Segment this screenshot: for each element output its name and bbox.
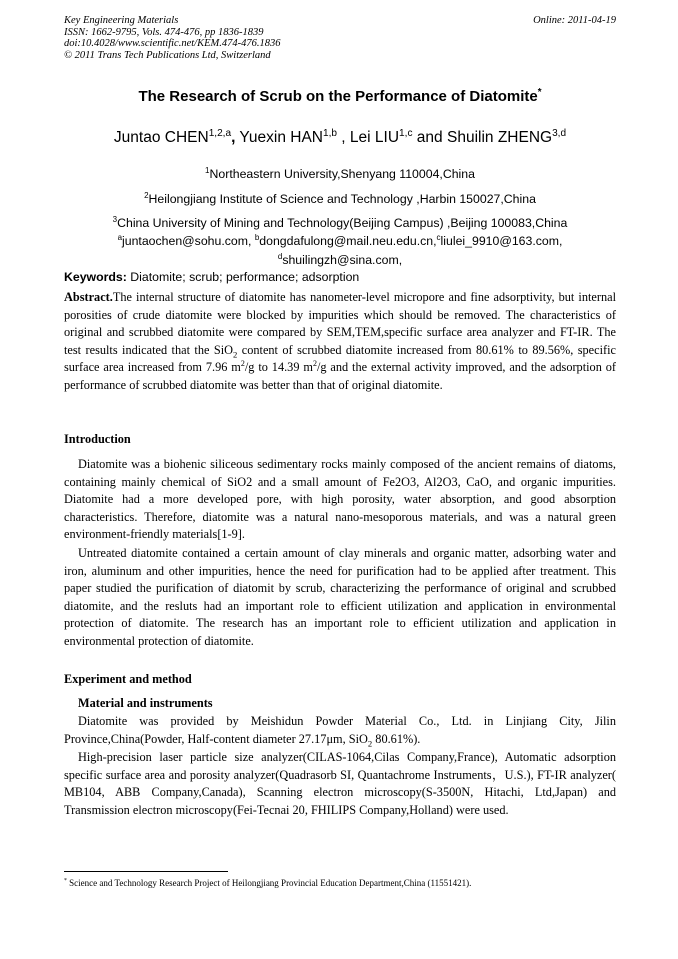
abstract-text: The internal structure of diatomite has nanometer-level micropore and fine adsorptivity, but internal porosities of crude diatomite were blocked by impurities which should be removed. The characteristics of original and scrubbed diatomite were compared by SEM,TEM,specific surface area analyzer and FT-IR. The test results indicated that the SiO [64, 290, 616, 357]
abstract-text: /g and the external activity improved, and the adsorption of performance of scrubbed diatomite was better than that of original diatomite. [64, 360, 616, 392]
author-name: Juntao CHEN [113, 129, 209, 146]
email-address: shuilingzh@sina.com [282, 253, 399, 267]
superscript: 2 [312, 359, 317, 369]
author-separator: , [231, 129, 236, 146]
abstract-label: Abstract. [64, 290, 113, 304]
affiliation-mark: 2 [144, 190, 149, 200]
materials-paragraph-1 [64, 713, 616, 748]
title-footnote-mark: * [537, 87, 542, 98]
email-address: juntaochen@sohu.com [122, 234, 248, 248]
affiliation-3 [64, 216, 616, 230]
email-mark: b [254, 232, 260, 242]
author-conjunction: and [416, 129, 443, 146]
email-address: dongdafulong@mail.neu.edu.cn [259, 234, 434, 248]
abstract-text: /g to 14.39 m [244, 360, 313, 375]
email-separator: , [433, 234, 437, 248]
affiliation-mark: 3 [112, 214, 118, 224]
section-heading-introduction: Introduction [64, 432, 131, 446]
materials-text: 80.61%). [372, 731, 421, 746]
author-name: Lei LIU [349, 129, 400, 146]
superscript: 2 [240, 359, 245, 369]
materials-text: Diatomite was provided by Meishidun Powder Material Co., Ltd. in Linjiang City, Jilin Province,China(Powder, Half-content diameter 27.17μm, SiO [64, 714, 616, 746]
email-mark: d [277, 251, 283, 261]
keywords-label: Keywords: [64, 270, 127, 284]
affiliation-text: Heilongjiang Institute of Science and Technology ,Harbin 150027,China [148, 192, 536, 206]
author-list: Juntao CHEN$^{1,2,a}$, Yuexin HAN$^{1,b}$ , Lei LIU$^{1,c}$ and Shuilin ZHENG$^{3,d}$ [113, 127, 567, 146]
subscript: 2 [367, 738, 373, 749]
affiliation-2 [64, 192, 616, 206]
intro-paragraph-2: Untreated diatomite contained a certain amount of clay minerals and organic matter, adsorbing water and iron, aluminum and other impurities, hence the need for purification had to be applied after treatment. This paper studied the purification of diatomit by scrub, characterizing the performance of original and scrubbed diatomite, and the resluts had an important role to efficient utilization and application in environmental protection of diatomite. The research has an important role to efficient utilization and application in environmental protection of diatomite. [64, 546, 616, 648]
author-affiliation-mark: 1,b [323, 127, 337, 139]
keywords-text: Diatomite; scrub; performance; adsorption [130, 270, 360, 284]
author-affiliation-mark: 3,d [552, 127, 567, 139]
section-heading-experiment: Experiment and method [64, 672, 192, 686]
footnote [64, 878, 616, 888]
footnote-divider [64, 871, 228, 872]
email-separator: , [247, 234, 255, 248]
subsection-heading-materials: Material and instruments [78, 696, 213, 710]
affiliation-text: China University of Mining and Technology(Beijing Campus) ,Beijing 100083,China [117, 216, 568, 230]
abstract-text: content of scrubbed diatomite increased from 80.61% to 89.56%, specific surface area increased from 7.96 m [64, 342, 616, 375]
doi-line: doi:10.4028/www.scientific.net/KEM.474-476.1836 [64, 38, 281, 50]
copyright-line: © 2011 Trans Tech Publications Ltd, Switzerland [64, 49, 271, 61]
affiliation-mark: 1 [205, 165, 210, 175]
email-line-2 [64, 253, 616, 267]
author-name: Yuexin HAN [239, 129, 323, 146]
keywords [64, 270, 616, 284]
affiliation-text: Northeastern University,Shenyang 110004,China [209, 167, 475, 181]
materials-paragraph-2: High-precision laser particle size analyzer(CILAS-1064,Cilas Company,France), Automatic adsorption specific surface area and porosity analyzer(Quadrasorb SI, Quantachrome Instruments，U.S.), FT-IR analyzer( MB104, ABB Company,Canada), Scanning electron microscopy(S-3500N, Hitachi, Ltd,Japan) and Transmission electron microscopy(Fei-Tecnai 20, FHILIPS Company,Holland) were used. [64, 750, 616, 817]
author-affiliation-mark: 1,c [399, 127, 413, 139]
footnote-mark: * [64, 878, 67, 884]
email-mark: c [436, 232, 441, 242]
email-address: liulei_9910@163.com [440, 234, 559, 248]
email-mark: a [117, 232, 123, 242]
intro-paragraph-1: Diatomite was a biohenic siliceous sedimentary rocks mainly composed of the ancient remains of diatoms, containing mainly chemical of SiO2 and a small amount of Fe2O3, Al2O3, CaO, and organic impurities. Diatomite had a more developed pore, with high porosity, water absorption, and good absorption characteristics. Therefore, diatomite was a natural nano-mesoporous materials, and was a natural green environment-friendly materials[1-9]. [64, 457, 616, 542]
footnote-text: Science and Technology Research Project of Heilongjiang Provincial Education Department,China (11551421). [69, 878, 472, 888]
author-name: Shuilin ZHENG [446, 129, 553, 146]
abstract [64, 289, 616, 395]
paper-title [64, 88, 616, 105]
author-affiliation-mark: 1,2,a [208, 127, 232, 139]
email-separator: , [559, 234, 563, 248]
paper-title-text: The Research of Scrub on the Performance of Diatomite [138, 88, 538, 105]
subscript: 2 [233, 349, 238, 360]
journal-name: Key Engineering Materials [64, 15, 179, 26]
journal-header [64, 15, 616, 61]
online-date: Online: 2011-04-19 [533, 15, 616, 26]
issn-line: ISSN: 1662-9795, Vols. 474-476, pp 1836-1839 [64, 26, 264, 38]
affiliation-1 [64, 167, 616, 181]
email-separator: , [398, 253, 403, 267]
email-line-1 [64, 234, 616, 248]
